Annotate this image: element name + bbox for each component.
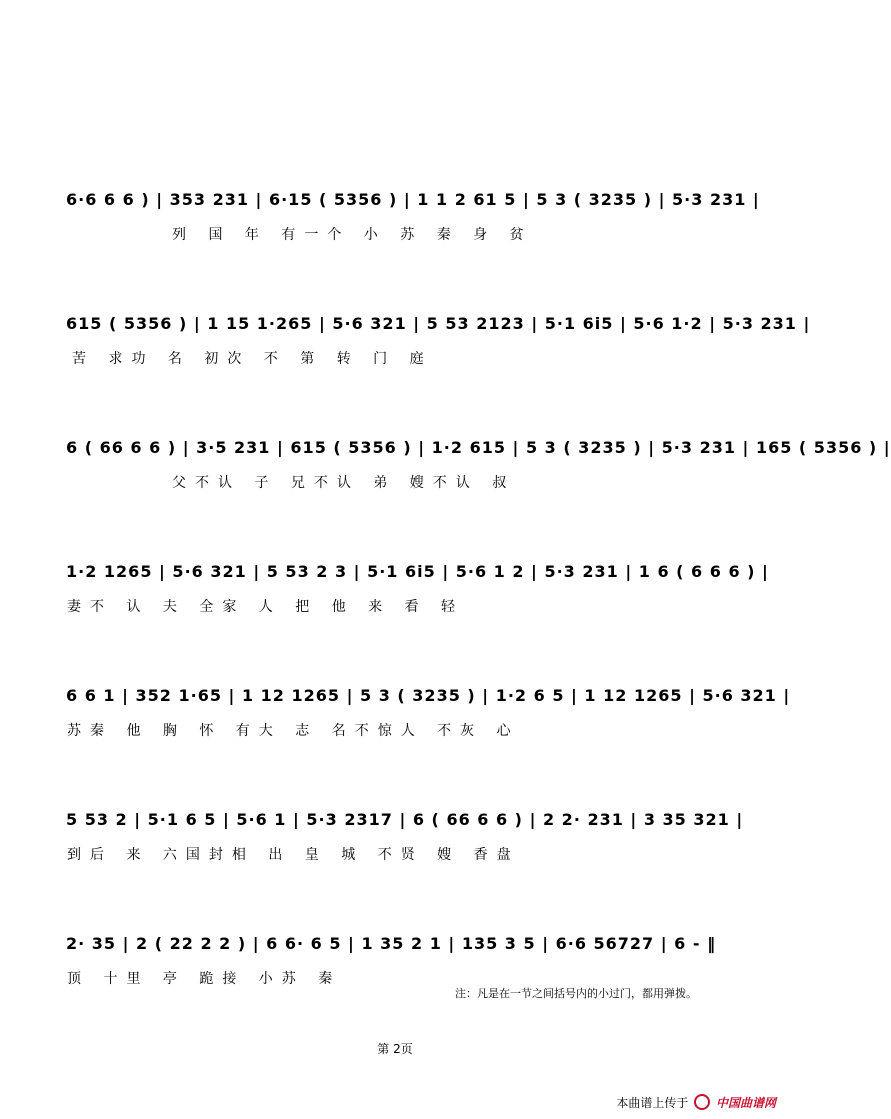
watermark	[616, 1094, 776, 1111]
score-row-6	[62, 806, 742, 876]
notes-line	[62, 558, 769, 588]
notes-text: 1·2 1265 | 5·6 321 | 5 53 2 3 | 5·1 6i5 | 5·6 1 2 | 5·3 231 | 1 6 ( 6 6 6 ) |	[66, 562, 769, 581]
lyrics-text: 列 国 年 有一个 小 苏 秦 身 贫	[172, 227, 533, 243]
site-logo-icon	[694, 1094, 710, 1110]
lyrics-text: 苏秦 他 胸 怀 有大 志 名不惊人 不灰 心	[67, 723, 520, 739]
notes-text: 6 ( 66 6 6 ) | 3·5 231 | 615 ( 5356 ) | 1·2 615 | 5 3 ( 3235 ) | 5·3 231 | 165 ( 5356 ) |	[66, 438, 891, 457]
notes-line	[62, 434, 891, 464]
notes-line	[62, 930, 742, 960]
notes-text: 615 ( 5356 ) | 1 15 1·265 | 5·6 321 | 5 53 2123 | 5·1 6i5 | 5·6 1·2 | 5·3 231 |	[66, 314, 811, 333]
lyrics-text: 妻不 认 夫 全家 人 把 他 来 看 轻	[67, 599, 465, 615]
score-row-4	[62, 558, 769, 628]
notes-text: 5 53 2 | 5·1 6 5 | 5·6 1 | 5·3 2317 | 6 ( 66 6 6 ) | 2 2· 231 | 3 35 321 |	[66, 810, 744, 829]
lyrics-text: 苦 求功 名 初次 不 第 转 门 庭	[72, 351, 433, 367]
score-row-3	[62, 434, 891, 504]
lyrics-line	[62, 224, 742, 250]
footnote: 注：凡是在一节之间括号内的小过门，都用弹拨。	[455, 987, 697, 1000]
notes-text: 6 6 1 | 352 1·65 | 1 12 1265 | 5 3 ( 3235 ) | 1·2 6 5 | 1 12 1265 | 5·6 321 |	[66, 686, 791, 705]
lyrics-text: 顶 十里 亭 跪接 小苏 秦	[67, 971, 342, 987]
lyrics-line	[62, 472, 742, 498]
lyrics-text: 父不认 子 兄不认 弟 嫂不认 叔	[172, 475, 516, 491]
notes-line	[62, 310, 811, 340]
lyrics-text: 到后 来 六国封相 出 皇 城 不贤 嫂 香盘	[67, 847, 520, 863]
lyrics-line	[62, 596, 742, 622]
notes-line	[62, 682, 791, 712]
score-row-1	[62, 186, 760, 256]
score-row-2	[62, 310, 811, 380]
page-number: 第 2页	[377, 1042, 413, 1056]
notes-text: 6·6 6 6 ) | 353 231 | 6·15 ( 5356 ) | 1 1 2 61 5 | 5 3 ( 3235 ) | 5·3 231 |	[66, 190, 760, 209]
notes-line	[62, 806, 742, 836]
lyrics-line	[62, 720, 742, 746]
watermark-prefix: 本曲谱上传于	[616, 1096, 689, 1110]
notes-text: 2· 35 | 2 ( 22 2 2 ) | 6 6· 6 5 | 1 35 2 1 | 135 3 5 | 6·6 56727 | 6 - ‖	[66, 934, 717, 953]
lyrics-line	[62, 348, 742, 374]
score-row-5	[62, 682, 791, 752]
notes-line	[62, 186, 760, 216]
lyrics-line	[62, 844, 742, 870]
watermark-site: 中国曲谱网	[715, 1096, 776, 1110]
